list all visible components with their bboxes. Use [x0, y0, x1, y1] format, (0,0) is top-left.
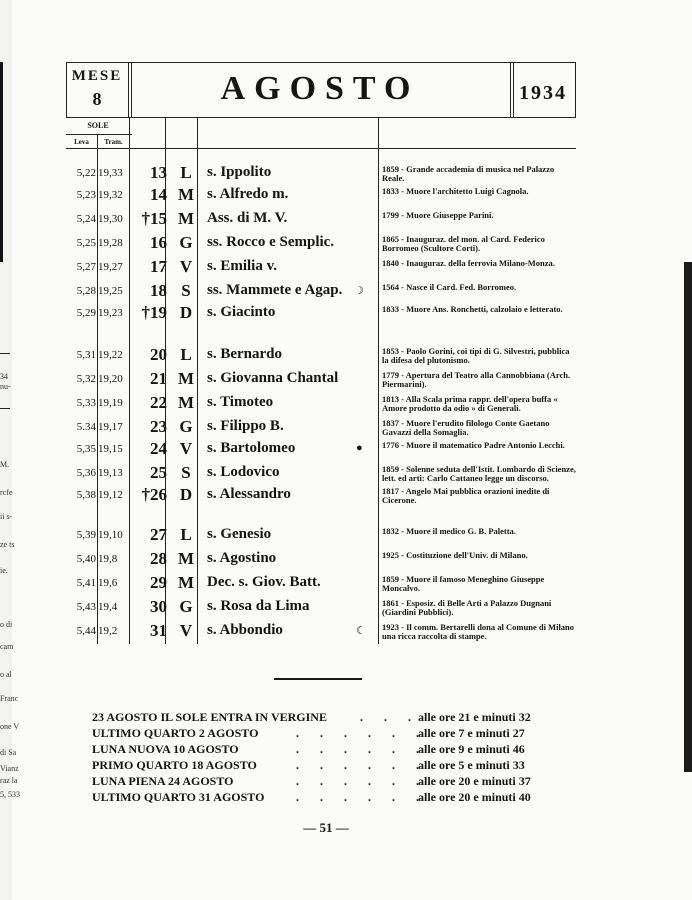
sunrise-time: 5,36: [76, 467, 96, 479]
historical-event: 1817 - Angelo Mai pubblica orazioni inedite di Cicerone.: [382, 486, 550, 505]
historical-event: 1859 - Grande accademia di musica nel Palazzo Reale.: [382, 164, 555, 183]
section-separator: [274, 678, 362, 680]
sunset-time: 19,28: [98, 237, 123, 249]
sunrise-time: 5,28: [76, 285, 96, 297]
facing-page-fragment: rcfe: [0, 488, 13, 497]
calendar-row: [66, 596, 576, 618]
weekday-letter: V: [179, 257, 193, 276]
facing-page-fragment: Franc: [0, 694, 19, 703]
calendar-row: [66, 462, 576, 484]
saint-name: s. Ippolito: [207, 164, 272, 180]
facing-page-rule: [0, 353, 10, 354]
facing-page-fragment: Vianz: [0, 764, 19, 773]
sunrise-time: 5,24: [76, 213, 96, 225]
saint-name: s. Agostino: [207, 550, 277, 566]
weekday-letter: M: [177, 549, 195, 568]
day-number: 27: [150, 525, 167, 544]
sunrise-time: 5,41: [76, 577, 96, 589]
facing-page-fragment: raz la: [0, 776, 18, 785]
moon-phase-icon: ●: [356, 442, 363, 454]
weekday-letter: M: [177, 369, 195, 388]
leva-header: Leva: [74, 138, 89, 146]
sunset-time: 19,22: [98, 349, 123, 361]
weekday-letter: M: [177, 573, 195, 592]
sunrise-time: 5,22: [76, 167, 96, 179]
sunrise-time: 5,43: [76, 601, 96, 613]
leader-dots: . . . . . .: [296, 790, 428, 804]
sunset-time: 19,2: [98, 625, 118, 637]
facing-page-fragment: one V: [0, 722, 20, 731]
weekday-letter: L: [180, 345, 192, 364]
sunset-time: 19,33: [98, 167, 123, 179]
historical-event: 1799 - Muore Giuseppe Parini.: [382, 210, 494, 220]
facing-page-fragment: ze ts: [0, 540, 15, 549]
year: 1934: [519, 82, 567, 104]
day-number: 18: [150, 281, 167, 300]
historical-event: 1840 - Inauguraz. della ferrovia Milano-Monza.: [382, 258, 555, 268]
calendar-row: [66, 232, 576, 254]
sunset-time: 19,6: [98, 577, 118, 589]
saint-name: ss. Mammete e Agap.: [207, 282, 343, 298]
saint-name: Ass. di M. V.: [207, 210, 288, 226]
note-label: LUNA PIENA 24 AGOSTO: [92, 774, 234, 788]
frame-left: [66, 62, 67, 118]
historical-event: 1832 - Muore il medico G. B. Paletta.: [382, 526, 516, 536]
facing-page-fragment: 34: [0, 372, 8, 381]
sunrise-time: 5,38: [76, 489, 96, 501]
facing-page-fragment: ii s-: [0, 512, 13, 521]
facing-page-fragment: cam: [0, 642, 14, 651]
month-number: 8: [92, 89, 102, 109]
leader-dots: . . . . . .: [296, 726, 428, 740]
calendar-row: [66, 184, 576, 206]
historical-event: 1779 - Apertura del Teatro alla Cannobbiana (Arch. Piermarini).: [382, 370, 571, 389]
saint-name: s. Alessandro: [207, 486, 291, 502]
day-number: 17: [150, 257, 167, 276]
calendar-row: [66, 416, 576, 438]
calendar-row: [66, 524, 576, 546]
note-time: alle ore 21 e minuti 32: [418, 710, 531, 724]
weekday-letter: D: [179, 303, 193, 322]
historical-event: 1837 - Muore l'erudito filologo Conte Gaetano Gavazzi della Somaglia.: [382, 418, 550, 437]
sunset-time: 19,20: [98, 373, 123, 385]
sunrise-time: 5,33: [76, 397, 96, 409]
saint-name: ss. Rocco e Semplic.: [207, 234, 335, 250]
weekday-letter: L: [180, 525, 192, 544]
sunset-time: 19,15: [98, 443, 123, 455]
sunset-time: 19,30: [98, 213, 123, 225]
frame-right: [575, 62, 576, 118]
sunset-time: 19,4: [98, 601, 118, 613]
calendar-row: [66, 344, 576, 366]
weekday-letter: S: [181, 281, 191, 300]
weekday-letter: S: [181, 463, 191, 482]
saint-name: s. Abbondio: [207, 622, 283, 638]
header-bottom-rule: [66, 117, 576, 118]
saint-name: s. Lodovico: [207, 464, 280, 480]
historical-event: 1859 - Muore il famoso Meneghino Giuseppe Moncalvo.: [382, 574, 545, 593]
sunset-time: 19,27: [98, 261, 123, 273]
historical-event: 1923 - Il comm. Bertarelli dona al Comune di Milano una ricca raccolta di stampe.: [382, 622, 575, 641]
leader-dots: . . . . . .: [296, 742, 428, 756]
facing-page-fragment: 5, 533: [0, 790, 20, 799]
calendar-row: [66, 368, 576, 390]
day-number: †26: [141, 485, 167, 504]
weekday-letter: V: [179, 621, 193, 640]
note-label: ULTIMO QUARTO 2 AGOSTO: [92, 726, 259, 740]
weekday-letter: G: [179, 233, 193, 252]
saint-name: s. Alfredo m.: [207, 186, 289, 202]
sunrise-time: 5,31: [76, 349, 96, 361]
leader-dots: . . . . . .: [296, 758, 428, 772]
weekday-letter: L: [180, 163, 192, 182]
facing-page-fragment: di Sa: [0, 748, 17, 757]
historical-event: 1833 - Muore Ans. Ronchetti, calzolaio e letterato.: [382, 304, 563, 314]
sunset-time: 19,17: [98, 421, 123, 433]
saint-name: s. Giovanna Chantal: [207, 370, 339, 386]
facing-page-rule: [0, 408, 10, 409]
moon-phase-icon: ☽: [354, 285, 364, 297]
sunrise-time: 5,35: [76, 443, 96, 455]
calendar-row: [66, 572, 576, 594]
weekday-letter: M: [177, 209, 195, 228]
day-number: 20: [150, 345, 167, 364]
facing-page-fragment: M.: [0, 460, 10, 469]
sunrise-time: 5,23: [76, 189, 96, 201]
saint-name: s. Timoteo: [207, 394, 274, 410]
saint-name: Dec. s. Giov. Batt.: [207, 574, 321, 590]
sunrise-time: 5,25: [76, 237, 96, 249]
saint-name: s. Emilia v.: [207, 258, 278, 274]
sunrise-time: 5,32: [76, 373, 96, 385]
saint-name: s. Filippo B.: [207, 418, 284, 434]
note-time: alle ore 20 e minuti 37: [418, 774, 531, 788]
weekday-letter: D: [179, 485, 193, 504]
note-label: LUNA NUOVA 10 AGOSTO: [92, 742, 239, 756]
mese-label: MESE: [71, 68, 123, 84]
saint-name: s. Genesio: [207, 526, 272, 542]
calendar-row: [66, 392, 576, 414]
calendar-row: [66, 280, 576, 302]
leader-dots: . . . . . .: [296, 774, 428, 788]
historical-event: 1776 - Muore il matematico Padre Antonio Lecchi.: [382, 440, 565, 450]
day-number: †19: [141, 303, 167, 322]
sunset-time: 19,23: [98, 307, 123, 319]
saint-name: s. Rosa da Lima: [207, 598, 310, 614]
day-number: 29: [150, 573, 167, 592]
saint-name: s. Giacinto: [207, 304, 276, 320]
sole-header: SOLE: [87, 121, 109, 130]
weekday-letter: M: [177, 393, 195, 412]
scan-edge-shadow: [0, 62, 3, 262]
note-time: alle ore 7 e minuti 27: [418, 726, 525, 740]
calendar-row: [66, 438, 576, 460]
calendar-row: [66, 256, 576, 278]
facing-page-fragment: o di: [0, 620, 13, 629]
historical-event: 1564 - Nasce il Card. Fed. Borromeo.: [382, 282, 517, 292]
calendar-row: [66, 620, 576, 642]
day-number: 25: [150, 463, 167, 482]
historical-event: 1853 - Paolo Gorini, coi tipi di G. Silvestri, pubblica la difesa del plutonismo.: [382, 346, 570, 365]
weekday-letter: G: [179, 597, 193, 616]
note-label: 23 AGOSTO IL SOLE ENTRA IN VERGINE: [92, 710, 327, 724]
sunrise-time: 5,44: [76, 625, 96, 637]
sunrise-time: 5.34: [76, 421, 96, 433]
note-time: alle ore 5 e minuti 33: [418, 758, 525, 772]
sunset-time: 19,25: [98, 285, 123, 297]
day-number: 22: [150, 393, 167, 412]
sunset-time: 19,19: [98, 397, 123, 409]
saint-name: s. Bernardo: [207, 346, 282, 362]
weekday-letter: G: [179, 417, 193, 436]
sunset-time: 19,32: [98, 189, 123, 201]
sunset-time: 19,10: [98, 529, 123, 541]
note-label: ULTIMO QUARTO 31 AGOSTO: [92, 790, 265, 804]
calendar-row: [66, 162, 576, 184]
day-number: 28: [150, 549, 167, 568]
sunset-time: 19,12: [98, 489, 123, 501]
year-divider: [510, 62, 511, 118]
historical-event: 1865 - Inauguraz. del mon. al Card. Federico Borromeo (Scultore Corti).: [382, 234, 545, 253]
sunrise-time: 5,40: [76, 553, 96, 565]
sunrise-time: 5,29: [76, 307, 96, 319]
day-number: 24: [150, 439, 167, 458]
scan-edge-shadow-right: [684, 262, 692, 772]
sunset-time: 19,13: [98, 467, 123, 479]
day-number: 13: [150, 163, 167, 182]
sunrise-time: 5,39: [76, 529, 96, 541]
page-number: — 51 —: [303, 820, 349, 835]
day-number: †15: [141, 209, 167, 228]
facing-page-fragment: nu-: [0, 382, 11, 391]
leader-dots: . . .: [360, 710, 420, 724]
moon-phase-icon: ☾: [356, 625, 366, 637]
calendar-row: [66, 484, 576, 506]
day-number: 14: [150, 185, 167, 204]
sunset-time: 19,8: [98, 553, 118, 565]
calendar-row: [66, 302, 576, 324]
day-number: 23: [150, 417, 167, 436]
saint-name: s. Bartolomeo: [207, 440, 296, 456]
note-time: alle ore 9 e minuti 46: [418, 742, 525, 756]
sole-rule: [66, 134, 132, 135]
facing-page-fragment: ie.: [0, 566, 8, 575]
page-title: AGOSTO: [220, 70, 420, 107]
historical-event: 1925 - Costituzione dell'Univ. di Milano.: [382, 550, 528, 560]
calendar-row: [66, 548, 576, 570]
historical-event: 1861 - Esposiz. di Belle Arti a Palazzo Dugnani (Giardini Pubblici).: [382, 598, 552, 617]
tram-header: Tram.: [104, 138, 123, 146]
weekday-letter: M: [177, 185, 195, 204]
day-number: 30: [150, 597, 167, 616]
weekday-letter: V: [179, 439, 193, 458]
sunrise-time: 5,27: [76, 261, 96, 273]
day-number: 31: [150, 621, 167, 640]
note-time: alle ore 20 e minuti 40: [418, 790, 531, 804]
historical-event: 1833 - Muore l'architetto Luigi Cagnola.: [382, 186, 529, 196]
facing-page-fragment: o al: [0, 670, 12, 679]
header-top-rule: [66, 62, 576, 63]
day-number: 21: [150, 369, 167, 388]
note-label: PRIMO QUARTO 18 AGOSTO: [92, 758, 257, 772]
calendar-row: [66, 208, 576, 230]
mese-divider: [128, 62, 129, 118]
day-number: 16: [150, 233, 167, 252]
historical-event: 1813 - Alla Scala prima rappr. dell'opera buffa « Amore prodotto da odio » di Generali.: [382, 394, 558, 413]
historical-event: 1859 - Solenne seduta dell'Istit. Lombardo di Scienze, lett. ed arti: Carlo Cattaneo legge un discorso.: [382, 464, 576, 483]
columns-header-rule: [66, 148, 576, 149]
